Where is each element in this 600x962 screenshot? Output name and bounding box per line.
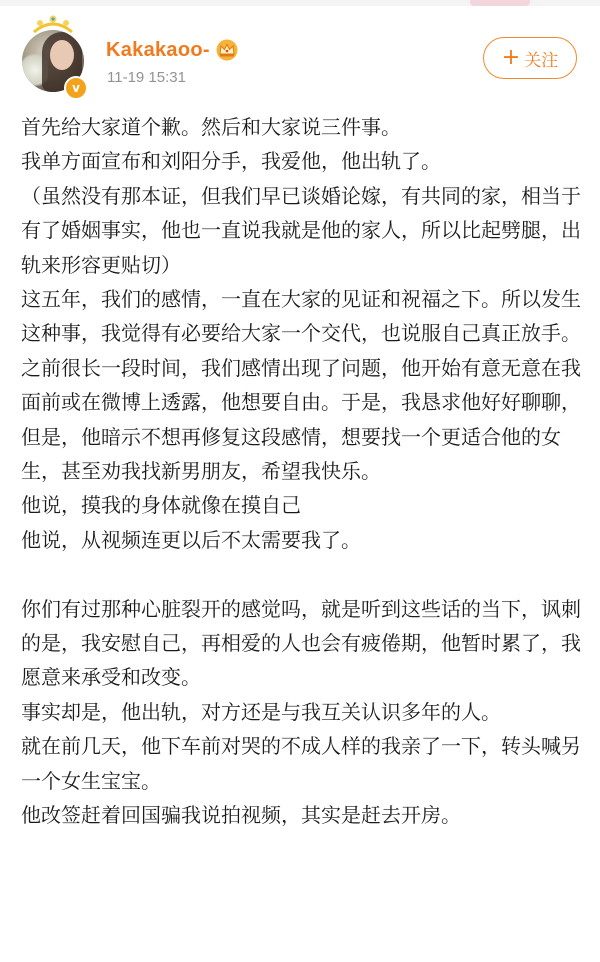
avatar-face [50, 40, 74, 70]
plus-icon: + [501, 45, 521, 70]
post-header [0, 0, 600, 110]
verified-icon: v [64, 76, 88, 100]
post-timestamp: 11-19 15:31 [107, 69, 186, 86]
follow-button[interactable] [483, 37, 577, 79]
post-paragraph: 之前很长一段时间，我们感情出现了问题，他开始有意无意在我面前或在微博上透露，他想要自由。于是，我恳求他好好聊聊，但是，他暗示不想再修复这段感情，想要找一个更适合他的女生，甚至劝我找新男朋友，希望我快乐。 [21, 355, 581, 484]
post-paragraph: 首先给大家道个歉。然后和大家说三件事。 [21, 115, 401, 139]
username-row [106, 37, 239, 63]
username[interactable]: Kakakaoo- [106, 38, 210, 61]
post-paragraph: 他改签赶着回国骗我说拍视频，其实是赶去开房。 [21, 803, 461, 828]
paragraph-spacer [21, 557, 581, 591]
post-paragraph: 我单方面宣布和刘阳分手，我爱他，他出轨了。 [21, 149, 441, 174]
post-paragraph: 这五年，我们的感情，一直在大家的见证和祝福之下。所以发生这种事，我觉得有必要给大家一个交代，也说服自己真正放手。 [21, 287, 581, 346]
crown-frame-icon [30, 14, 76, 36]
post-paragraph: 他说，摸我的身体就像在摸自己 [21, 493, 301, 518]
post-paragraph: 事实却是，他出轨，对方还是与我互关认识多年的人。 [21, 699, 501, 724]
follow-button-label: 关注 [524, 50, 559, 71]
post-paragraph: 就在前几天，他下车前对哭的不成人样的我亲了一下，转头喊另一个女生宝宝。 [21, 734, 581, 793]
post-paragraph: 你们有过那种心脏裂开的感觉吗，就是听到这些话的当下，讽刺的是，我安慰自己，再相爱的人也会有疲倦期，他暂时累了，我愿意来承受和改变。 [21, 596, 581, 690]
post-body [21, 110, 581, 833]
post-paragraph: （虽然没有那本证，但我们早已谈婚论嫁，有共同的家，相当于有了婚姻事实，他也一直说我就是他的家人，所以比起劈腿，出轨来形容更贴切） [21, 183, 581, 277]
post-paragraph: 他说，从视频连更以后不太需要我了。 [21, 527, 361, 552]
crown-icon [215, 39, 239, 61]
